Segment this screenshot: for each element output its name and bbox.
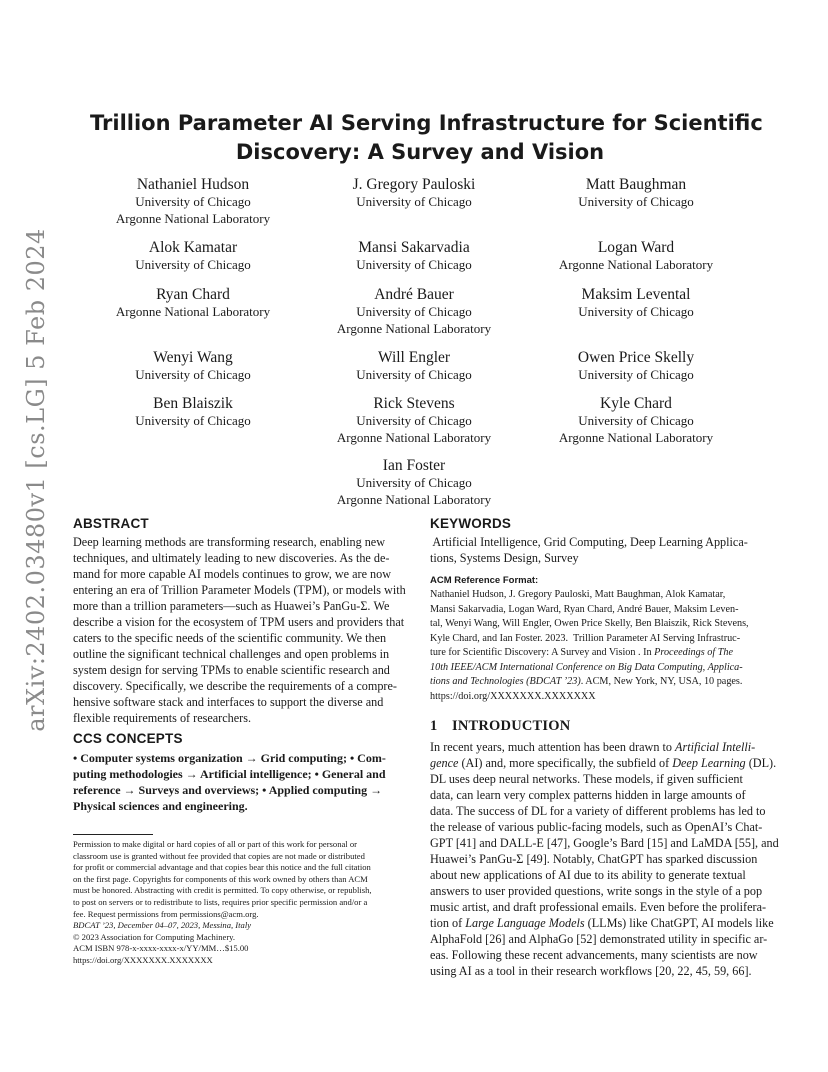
author-block xyxy=(73,238,313,274)
text-line: answers to user provided questions, write songs in the style of a pop xyxy=(430,884,763,898)
acm-reference-heading: ACM Reference Format: xyxy=(430,575,539,586)
author-name: Will Engler xyxy=(377,349,451,366)
text-line: • Computer systems organization → Grid computing; • Com- xyxy=(73,751,386,765)
author-block xyxy=(516,285,756,321)
text-line: classroom use is granted without fee provided that copies are not made or distributed xyxy=(73,850,365,861)
author-affiliation: Argonne National Laboratory xyxy=(115,304,271,319)
text-run: Artificial Intelli- xyxy=(675,740,756,754)
author-block xyxy=(294,238,534,274)
text-run: In recent years, much attention has been drawn to xyxy=(430,740,676,754)
text-line: Mansi Sakarvadia, Logan Ward, Ryan Chard, André Bauer, Maksim Leven- xyxy=(430,603,739,615)
keywords-heading: KEYWORDS xyxy=(430,516,512,531)
introduction-section xyxy=(430,718,779,979)
section-title: INTRODUCTION xyxy=(452,718,571,734)
author-name: Rick Stevens xyxy=(373,395,455,412)
keywords-section xyxy=(430,516,758,566)
author-affiliation: Argonne National Laboratory xyxy=(336,320,492,336)
text-line: Permission to make digital or hard copies of all or part of this work for personal or xyxy=(73,839,358,849)
text-line: Physical sciences and engineering. xyxy=(73,799,248,813)
text-line: using AI as a tool in their research workflows [20, 22, 45, 59, 66]. xyxy=(430,964,752,978)
text-line: mand for more capable AI models continues to grow, we are now xyxy=(73,567,392,581)
author-affiliation: University of Chicago xyxy=(135,413,251,428)
author-block xyxy=(294,348,534,384)
text-run: Large Language Models xyxy=(465,916,585,930)
author-affiliation: University of Chicago xyxy=(578,413,694,428)
introduction-text xyxy=(430,739,779,979)
text-line: tal, Wenyi Wang, Will Engler, Owen Price Skelly, Ben Blaiszik, Rick Stevens, xyxy=(430,618,749,629)
text-line: the release of various public-facing models, such as OpenAI’s Chat- xyxy=(430,820,763,834)
author-block xyxy=(73,348,313,384)
abstract-heading: ABSTRACT xyxy=(73,516,149,531)
author-name: J. Gregory Pauloski xyxy=(352,176,476,193)
text-line: fee. Request permissions from permissions@acm.org. xyxy=(73,908,259,919)
author-block xyxy=(516,348,756,384)
text-line: tions, Systems Design, Survey xyxy=(430,551,579,565)
text-line: music artist, and draft professional emails. Even before the prolifera- xyxy=(430,900,767,914)
author-block xyxy=(516,175,756,211)
text-line: for profit or commercial advantage and that copies bear this notice and the full citation xyxy=(73,862,371,873)
author-block xyxy=(294,456,534,508)
copyright-line: © 2023 Association for Computing Machinery. xyxy=(73,931,236,942)
keywords-text xyxy=(430,534,758,566)
text-line: techniques, and ultimately leading to new discoveries. As the de- xyxy=(73,551,390,565)
text-line: to post on servers or to redistribute to lists, requires prior specific permission and/or a xyxy=(73,896,368,907)
introduction-heading xyxy=(430,718,758,735)
text-line: flexible requirements of researchers. xyxy=(73,711,251,725)
text-line: GPT [41] and DALL-E [47], Google’s Bard [15] and LaMDA [55], and xyxy=(430,836,779,850)
isbn-line: ACM ISBN 978-x-xxxx-xxxx-x/YY/MM…$15.00 xyxy=(73,943,249,954)
author-block xyxy=(294,285,534,337)
author-affiliation: Argonne National Laboratory xyxy=(115,210,271,226)
text-line: more than a trillion parameters—such as Huawei’s PanGu-Σ. We xyxy=(73,599,390,613)
author-name: Ben Blaiszik xyxy=(153,395,233,412)
acm-reference-text xyxy=(430,588,758,704)
author-block xyxy=(294,394,534,446)
text-line: entering an era of Trillion Parameter Models (TPM), or models with xyxy=(73,583,406,597)
author-name: Wenyi Wang xyxy=(153,349,233,366)
text-line: Artificial Intelligence, Grid Computing, Deep Learning Applica- xyxy=(430,535,748,549)
arxiv-identifier-text: arXiv:2402.03480v1 [cs.LG] 5 Feb 2024 xyxy=(22,228,50,732)
text-line: describe a vision for the ecosystem of TPM users and providers that xyxy=(73,615,405,629)
text-line: Huawei’s PanGu-Σ [49]. Notably, ChatGPT has sparked discussion xyxy=(430,852,758,866)
author-affiliation: University of Chicago xyxy=(356,194,472,209)
abstract-text xyxy=(73,534,406,726)
author-affiliation: University of Chicago xyxy=(356,475,472,490)
author-name: Ryan Chard xyxy=(156,286,230,303)
text-run: tions and Technologies (BDCAT ’23) xyxy=(430,676,581,687)
author-block xyxy=(73,285,313,321)
footnote-rule xyxy=(73,834,153,835)
text-run: (AI) and, more specifically, the subfield of xyxy=(458,756,673,770)
author-affiliation: University of Chicago xyxy=(135,194,251,209)
author-affiliation: University of Chicago xyxy=(356,257,472,272)
text-run: tion of xyxy=(430,916,466,930)
author-name: Maksim Levental xyxy=(581,286,691,303)
author-name: Nathaniel Hudson xyxy=(136,176,250,193)
author-affiliation: University of Chicago xyxy=(356,413,472,428)
author-name: Logan Ward xyxy=(597,239,675,256)
text-line: about new applications of AI due to its ability to generate textual xyxy=(430,868,746,882)
acm-reference-section xyxy=(430,575,758,704)
venue-line: BDCAT ’23, December 04–07, 2023, Messina, Italy xyxy=(73,920,252,931)
author-name: Mansi Sakarvadia xyxy=(358,239,470,256)
title-line: Trillion Parameter AI Serving Infrastructure for Scientific xyxy=(90,111,763,135)
text-line: must be honored. Abstracting with credit is permitted. To copy otherwise, or republish, xyxy=(73,885,372,896)
text-line: hensive software stack and interfaces to support the diverse and xyxy=(73,695,384,709)
author-name: Owen Price Skelly xyxy=(577,349,695,366)
author-block xyxy=(516,394,756,446)
text-line xyxy=(430,646,758,661)
author-name: Ian Foster xyxy=(382,457,446,474)
doi-line: https://doi.org/XXXXXXX.XXXXXXX xyxy=(73,954,213,965)
text-line: data, can learn very complex patterns hidden in large amounts of xyxy=(430,788,746,802)
ccs-heading: CCS CONCEPTS xyxy=(73,731,183,746)
author-name: Alok Kamatar xyxy=(148,239,238,256)
author-affiliation: University of Chicago xyxy=(356,367,472,382)
permission-notice xyxy=(73,839,403,967)
text-line: Nathaniel Hudson, J. Gregory Pauloski, Matt Baughman, Alok Kamatar, xyxy=(430,589,726,600)
author-block xyxy=(73,394,313,430)
author-affiliation: University of Chicago xyxy=(578,194,694,209)
text-line: system design for serving TPMs to enable scientific research and xyxy=(73,663,390,677)
text-run: Proceedings of The xyxy=(654,647,733,658)
author-affiliation: University of Chicago xyxy=(135,257,251,272)
ccs-section xyxy=(73,731,398,814)
author-affiliation: University of Chicago xyxy=(356,304,472,319)
author-affiliation: University of Chicago xyxy=(578,304,694,319)
text-line: on the first page. Copyrights for components of this work owned by others than ACM xyxy=(73,873,368,884)
text-line: Deep learning methods are transforming research, enabling new xyxy=(73,535,386,549)
text-run: 10th IEEE/ACM International Conference on Big Data Computing, Applica- xyxy=(430,661,743,673)
text-line xyxy=(430,675,758,690)
text-line: AlphaFold [26] and AlphaGo [52] demonstrated utility in specific ar- xyxy=(430,932,768,946)
text-line: data. The success of DL for a variety of different problems has led to xyxy=(430,804,766,818)
author-block xyxy=(516,238,756,274)
arxiv-identifier xyxy=(6,0,66,1072)
text-run: Deep Learning xyxy=(672,756,746,770)
text-line xyxy=(430,915,774,931)
text-run: (DL). xyxy=(745,756,777,770)
author-name: André Bauer xyxy=(374,286,454,303)
text-line xyxy=(430,755,777,771)
text-line: caters to the specific needs of the scientific community. We then xyxy=(73,631,387,645)
title-line: Discovery: A Survey and Vision xyxy=(235,140,605,164)
author-name: Kyle Chard xyxy=(600,395,672,412)
author-affiliation: University of Chicago xyxy=(135,367,251,382)
section-number: 1 xyxy=(430,718,438,734)
text-line: puting methodologies → Artificial intelligence; • General and xyxy=(73,767,386,781)
text-run: . ACM, New York, NY, USA, 10 pages. xyxy=(580,676,743,687)
paper-title xyxy=(90,109,763,167)
text-line: Kyle Chard, and Ian Foster. 2023. Trillion Parameter AI Serving Infrastruc- xyxy=(430,632,741,644)
text-line: https://doi.org/XXXXXXX.XXXXXXX xyxy=(430,690,596,702)
author-block xyxy=(294,175,534,211)
text-run: gence xyxy=(430,756,459,770)
text-line: outline the significant technical challenges and open problems in xyxy=(73,647,390,661)
author-affiliation: Argonne National Laboratory xyxy=(336,491,492,507)
text-line xyxy=(430,739,758,755)
author-affiliation: Argonne National Laboratory xyxy=(336,429,492,445)
text-line xyxy=(430,661,758,676)
abstract-section xyxy=(73,516,406,726)
author-name: Matt Baughman xyxy=(585,176,687,193)
text-line: DL uses deep neural networks. These models, if given sufficient xyxy=(430,772,743,786)
text-line: reference → Surveys and overviews; • Applied computing → xyxy=(73,783,383,797)
author-affiliation: Argonne National Laboratory xyxy=(558,257,714,272)
author-block xyxy=(73,175,313,227)
author-affiliation: Argonne National Laboratory xyxy=(558,429,714,445)
text-run: ture for Scientific Discovery: A Survey and Vision . In xyxy=(430,647,655,658)
author-affiliation: University of Chicago xyxy=(578,367,694,382)
text-run: (LLMs) like ChatGPT, AI models like xyxy=(584,916,774,930)
text-line: discovery. Specifically, we describe the requirements of a compre- xyxy=(73,679,397,693)
ccs-text xyxy=(73,750,398,814)
text-line: eas. Following these recent advancements, many scientists are now xyxy=(430,948,758,962)
